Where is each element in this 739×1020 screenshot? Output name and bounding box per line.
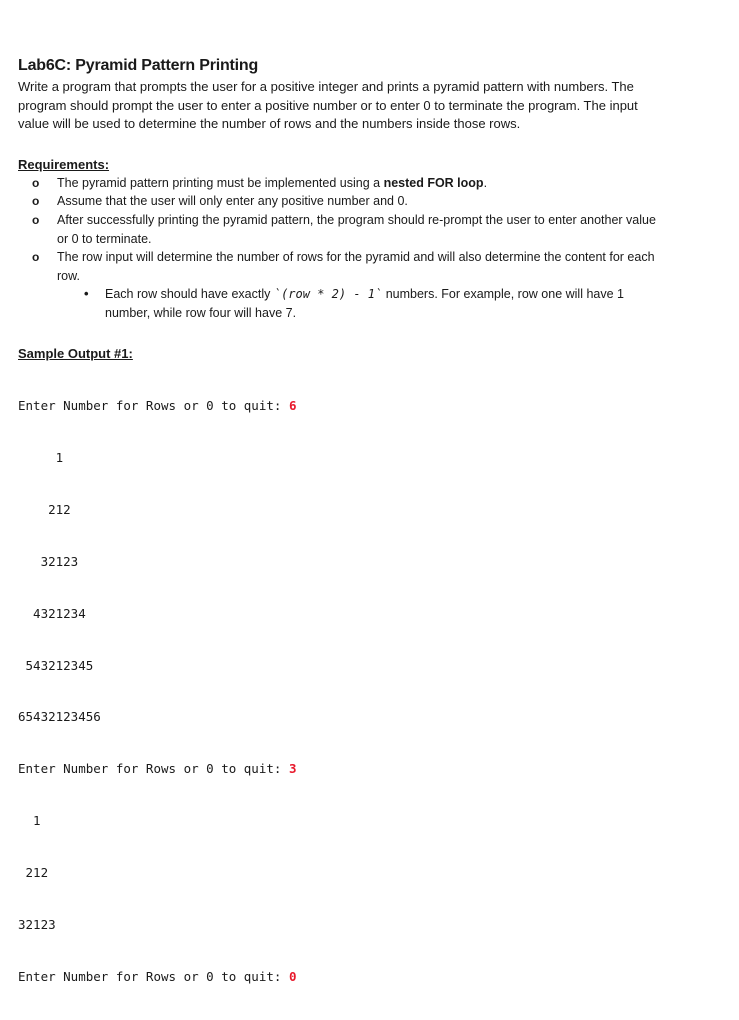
sub-requirements-list (57, 285, 657, 322)
requirement-text-end: . (483, 175, 488, 190)
list-item (57, 285, 625, 322)
page-title: Lab6C: Pyramid Pattern Printing (18, 57, 259, 74)
lab-document (18, 56, 718, 1020)
circle-bullet-icon: o (32, 212, 40, 227)
circle-bullet-icon: o (32, 250, 40, 265)
description-paragraph: Write a program that prompts the user for a positive integer and prints a pyramid pattern with numbers. The program should prompt the user to enter a positive number or to enter 0 to terminate the program. The input value will be used to determine the number of rows and the numbers inside those rows. (18, 79, 638, 132)
requirement-text: Assume that the user will only enter any positive number and 0. (57, 194, 408, 209)
console-line: 543212345 (18, 657, 94, 673)
console-prompt: Enter Number for Rows or 0 to quit: (18, 761, 289, 777)
requirement-text: The pyramid pattern printing must be implemented using a (57, 175, 384, 190)
list-item (18, 174, 657, 193)
console-line: 1 (18, 813, 41, 829)
console-input: 3 (288, 761, 297, 777)
list-item (18, 211, 657, 248)
requirement-bold-text: nested FOR loop (383, 175, 484, 190)
sub-requirement-text-end: numbers. For example, row one will have 1 number, while row four will have 7. (105, 287, 624, 320)
console-line: 32123 (18, 917, 56, 933)
console-line (18, 760, 718, 777)
requirement-text: After successfully printing the pyramid pattern, the program should re-prompt the user to enter another value or 0 to terminate. (57, 212, 656, 246)
requirement-text: The row input will determine the number of rows for the pyramid and will also determine the content for each row. (57, 250, 655, 283)
console-prompt: Enter Number for Rows or 0 to quit: (18, 968, 289, 984)
list-item (18, 192, 657, 211)
console-line: 4321234 (18, 605, 86, 621)
requirements-heading: Requirements: (18, 156, 110, 172)
circle-bullet-icon: o (32, 175, 40, 190)
console-line (18, 968, 718, 985)
sub-requirement-text: Each row should have exactly (105, 287, 274, 302)
sample-output-heading: Sample Output #1: (18, 345, 133, 361)
list-item (18, 248, 657, 322)
bullet-dot-icon: • (84, 286, 89, 302)
sample-console-output (18, 363, 718, 1020)
console-line (18, 397, 718, 414)
console-line: 1 (18, 450, 64, 466)
console-line: 212 (18, 501, 71, 517)
console-line: 65432123456 (18, 709, 101, 725)
console-line: 32123 (18, 553, 79, 569)
console-line: 212 (18, 865, 49, 881)
inline-code-formula: `(row * 2) - 1` (273, 287, 383, 302)
console-input: 0 (288, 968, 297, 984)
circle-bullet-icon: o (32, 194, 40, 209)
requirements-list (18, 174, 718, 323)
console-input: 6 (288, 398, 297, 414)
console-prompt: Enter Number for Rows or 0 to quit: (18, 398, 289, 414)
